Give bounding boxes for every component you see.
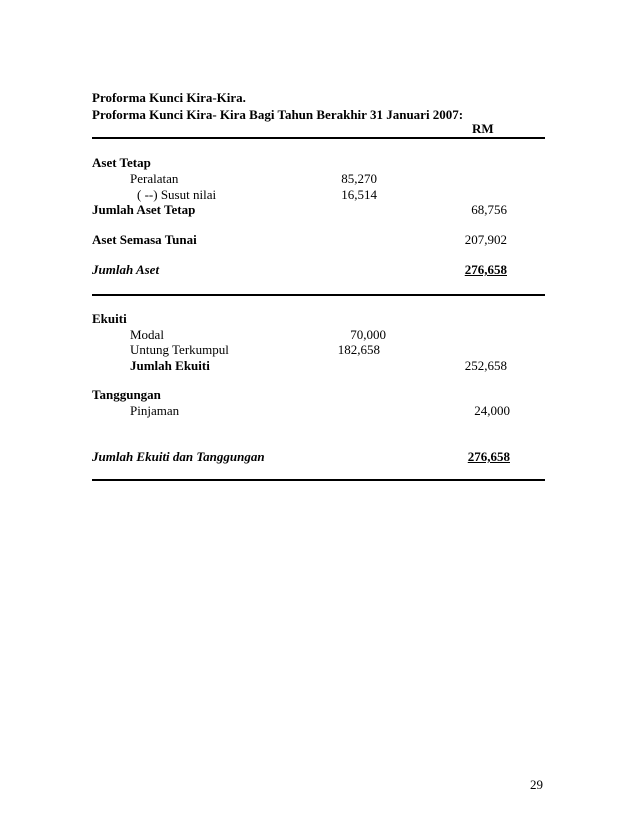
currency-header: RM <box>472 121 494 136</box>
current-assets-value: 207,902 <box>464 232 507 247</box>
grand-total-label: Jumlah Ekuiti dan Tanggungan <box>92 449 265 464</box>
retained-profit-value: 182,658 <box>337 342 380 357</box>
total-assets-value: 276,658 <box>464 262 507 277</box>
retained-profit-label: Untung Terkumpul <box>130 342 229 357</box>
total-fixed-assets-value: 68,756 <box>471 202 507 217</box>
depreciation-value: 16,514 <box>341 187 377 202</box>
statement-subheading: Proforma Kunci Kira- Kira Bagi Tahun Berakhir 31 Januari 2007: <box>92 107 464 122</box>
document-heading: Proforma Kunci Kira-Kira. <box>92 90 246 105</box>
total-fixed-assets-label: Jumlah Aset Tetap <box>92 202 196 217</box>
page-number: 29 <box>530 777 543 792</box>
current-assets-label: Aset Semasa Tunai <box>92 232 197 247</box>
section-rule <box>92 294 545 296</box>
capital-value: 70,000 <box>350 327 386 342</box>
grand-total-value: 276,658 <box>467 449 510 464</box>
loan-label: Pinjaman <box>130 403 180 418</box>
equipment-value: 85,270 <box>341 171 377 186</box>
total-equity-label: Jumlah Ekuiti <box>130 358 210 373</box>
liabilities-title: Tanggungan <box>92 387 161 402</box>
capital-label: Modal <box>130 327 164 342</box>
fixed-assets-title: Aset Tetap <box>92 155 151 170</box>
loan-value: 24,000 <box>474 403 510 418</box>
total-equity-value: 252,658 <box>464 358 507 373</box>
total-assets-label: Jumlah Aset <box>92 262 160 277</box>
header-rule <box>92 137 545 139</box>
depreciation-label: ( --) Susut nilai <box>137 187 217 202</box>
equity-title: Ekuiti <box>92 311 127 326</box>
equipment-label: Peralatan <box>130 171 179 186</box>
bottom-rule <box>92 479 545 481</box>
